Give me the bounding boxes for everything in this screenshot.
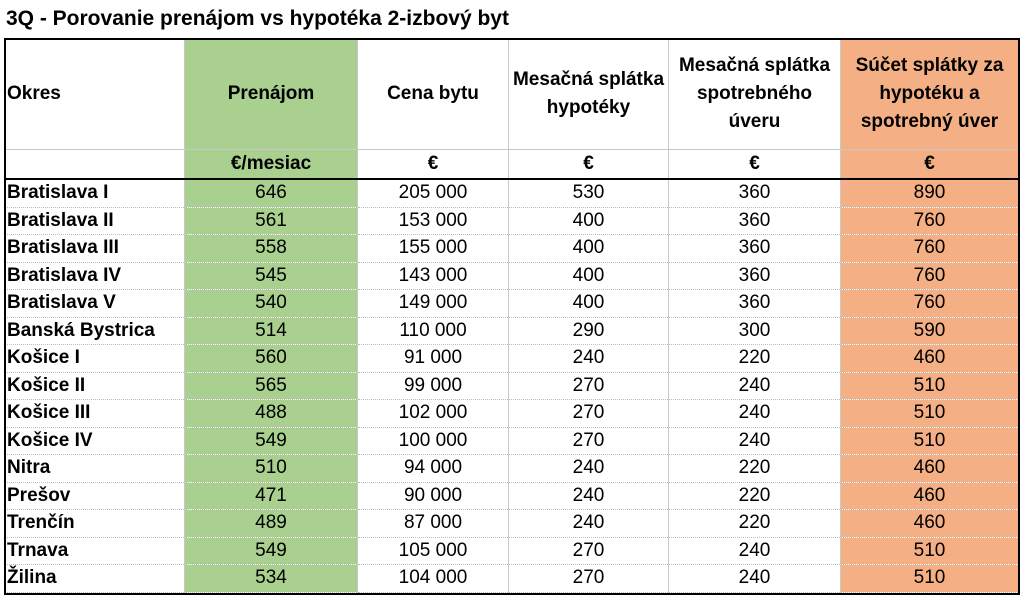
cell-splatka-hypoteky: 400 bbox=[509, 290, 669, 318]
cell-okres: Bratislava IV bbox=[5, 262, 185, 290]
cell-prenajom: 545 bbox=[185, 262, 358, 290]
cell-prenajom: 558 bbox=[185, 235, 358, 263]
cell-sucet: 890 bbox=[841, 179, 1019, 207]
cell-cena-bytu: 90 000 bbox=[358, 482, 509, 510]
cell-cena-bytu: 155 000 bbox=[358, 235, 509, 263]
cell-splatka-uveru: 240 bbox=[669, 565, 841, 593]
table-row bbox=[5, 372, 1019, 400]
unit-sucet: € bbox=[841, 150, 1019, 180]
cell-prenajom: 510 bbox=[185, 455, 358, 483]
cell-cena-bytu: 149 000 bbox=[358, 290, 509, 318]
cell-splatka-uveru: 240 bbox=[669, 427, 841, 455]
cell-sucet: 760 bbox=[841, 235, 1019, 263]
table-row bbox=[5, 179, 1019, 207]
cell-sucet: 510 bbox=[841, 537, 1019, 565]
cell-okres: Bratislava II bbox=[5, 207, 185, 235]
cell-okres: Žilina bbox=[5, 565, 185, 593]
table-row bbox=[5, 537, 1019, 565]
cell-cena-bytu: 110 000 bbox=[358, 317, 509, 345]
cell-okres: Trnava bbox=[5, 537, 185, 565]
cell-splatka-hypoteky: 290 bbox=[509, 317, 669, 345]
table-row bbox=[5, 345, 1019, 373]
cell-splatka-hypoteky: 270 bbox=[509, 372, 669, 400]
table-row bbox=[5, 482, 1019, 510]
table-row bbox=[5, 400, 1019, 428]
cell-splatka-hypoteky: 240 bbox=[509, 510, 669, 538]
table-row bbox=[5, 235, 1019, 263]
cell-prenajom: 534 bbox=[185, 565, 358, 593]
cell-okres: Trenčín bbox=[5, 510, 185, 538]
cell-okres: Banská Bystrica bbox=[5, 317, 185, 345]
cell-prenajom: 560 bbox=[185, 345, 358, 373]
cell-cena-bytu: 153 000 bbox=[358, 207, 509, 235]
cell-okres: Bratislava III bbox=[5, 235, 185, 263]
cell-sucet: 510 bbox=[841, 372, 1019, 400]
cell-prenajom: 549 bbox=[185, 427, 358, 455]
table-row bbox=[5, 317, 1019, 345]
cell-prenajom: 488 bbox=[185, 400, 358, 428]
cell-splatka-uveru: 360 bbox=[669, 262, 841, 290]
unit-okres bbox=[5, 150, 185, 180]
cell-prenajom: 565 bbox=[185, 372, 358, 400]
cell-prenajom: 549 bbox=[185, 537, 358, 565]
table-row bbox=[5, 207, 1019, 235]
cell-splatka-uveru: 360 bbox=[669, 290, 841, 318]
cell-splatka-uveru: 220 bbox=[669, 510, 841, 538]
comparison-table bbox=[4, 38, 1019, 593]
header-splatka-hypoteky: Mesačná splátka hypotéky bbox=[509, 38, 669, 150]
cell-okres: Prešov bbox=[5, 482, 185, 510]
cell-okres: Košice I bbox=[5, 345, 185, 373]
cell-sucet: 760 bbox=[841, 290, 1019, 318]
cell-splatka-hypoteky: 270 bbox=[509, 427, 669, 455]
units-row bbox=[5, 150, 1019, 180]
cell-sucet: 510 bbox=[841, 565, 1019, 593]
cell-splatka-hypoteky: 270 bbox=[509, 565, 669, 593]
cell-splatka-uveru: 220 bbox=[669, 482, 841, 510]
cell-sucet: 460 bbox=[841, 510, 1019, 538]
cell-okres: Košice II bbox=[5, 372, 185, 400]
unit-splatka-uveru: € bbox=[669, 150, 841, 180]
cell-cena-bytu: 104 000 bbox=[358, 565, 509, 593]
cell-splatka-uveru: 300 bbox=[669, 317, 841, 345]
header-okres: Okres bbox=[5, 38, 185, 150]
cell-splatka-uveru: 360 bbox=[669, 207, 841, 235]
cell-splatka-uveru: 360 bbox=[669, 179, 841, 207]
cell-cena-bytu: 91 000 bbox=[358, 345, 509, 373]
cell-cena-bytu: 87 000 bbox=[358, 510, 509, 538]
table-row bbox=[5, 262, 1019, 290]
unit-cena: € bbox=[358, 150, 509, 180]
cell-splatka-uveru: 220 bbox=[669, 345, 841, 373]
cell-splatka-uveru: 240 bbox=[669, 372, 841, 400]
table-row bbox=[5, 510, 1019, 538]
cell-cena-bytu: 94 000 bbox=[358, 455, 509, 483]
cell-sucet: 760 bbox=[841, 207, 1019, 235]
cell-splatka-uveru: 360 bbox=[669, 235, 841, 263]
cell-okres: Bratislava I bbox=[5, 179, 185, 207]
page-title: 3Q - Porovanie prenájom vs hypotéka 2-izbový byt bbox=[6, 7, 509, 30]
cell-splatka-hypoteky: 240 bbox=[509, 345, 669, 373]
header-cena-bytu: Cena bytu bbox=[358, 38, 509, 150]
cell-sucet: 460 bbox=[841, 482, 1019, 510]
cell-prenajom: 540 bbox=[185, 290, 358, 318]
table-row bbox=[5, 565, 1019, 593]
cell-cena-bytu: 205 000 bbox=[358, 179, 509, 207]
cell-splatka-hypoteky: 400 bbox=[509, 207, 669, 235]
header-row bbox=[5, 38, 1019, 150]
unit-prenajom: €/mesiac bbox=[185, 150, 358, 180]
cell-sucet: 510 bbox=[841, 400, 1019, 428]
table-row bbox=[5, 290, 1019, 318]
cell-sucet: 510 bbox=[841, 427, 1019, 455]
cell-okres: Nitra bbox=[5, 455, 185, 483]
cell-splatka-hypoteky: 240 bbox=[509, 455, 669, 483]
unit-splatka-hypoteky: € bbox=[509, 150, 669, 180]
cell-sucet: 460 bbox=[841, 345, 1019, 373]
cell-cena-bytu: 102 000 bbox=[358, 400, 509, 428]
cell-cena-bytu: 100 000 bbox=[358, 427, 509, 455]
cell-cena-bytu: 105 000 bbox=[358, 537, 509, 565]
table-row bbox=[5, 427, 1019, 455]
cell-prenajom: 471 bbox=[185, 482, 358, 510]
cell-prenajom: 514 bbox=[185, 317, 358, 345]
cell-splatka-uveru: 220 bbox=[669, 455, 841, 483]
cell-splatka-hypoteky: 530 bbox=[509, 179, 669, 207]
cell-sucet: 460 bbox=[841, 455, 1019, 483]
cell-sucet: 590 bbox=[841, 317, 1019, 345]
cell-cena-bytu: 143 000 bbox=[358, 262, 509, 290]
cell-splatka-uveru: 240 bbox=[669, 400, 841, 428]
cell-prenajom: 489 bbox=[185, 510, 358, 538]
cell-cena-bytu: 99 000 bbox=[358, 372, 509, 400]
cell-prenajom: 561 bbox=[185, 207, 358, 235]
cell-splatka-uveru: 240 bbox=[669, 537, 841, 565]
cell-okres: Košice IV bbox=[5, 427, 185, 455]
cell-prenajom: 646 bbox=[185, 179, 358, 207]
cell-splatka-hypoteky: 400 bbox=[509, 262, 669, 290]
cell-splatka-hypoteky: 240 bbox=[509, 482, 669, 510]
header-splatka-uveru: Mesačná splátka spotrebného úveru bbox=[669, 38, 841, 150]
table-row bbox=[5, 455, 1019, 483]
cell-okres: Košice III bbox=[5, 400, 185, 428]
header-sucet: Súčet splátky za hypotéku a spotrebný úver bbox=[841, 38, 1019, 150]
cell-splatka-hypoteky: 270 bbox=[509, 537, 669, 565]
cell-sucet: 760 bbox=[841, 262, 1019, 290]
cell-okres: Bratislava V bbox=[5, 290, 185, 318]
header-prenajom: Prenájom bbox=[185, 38, 358, 150]
cell-splatka-hypoteky: 270 bbox=[509, 400, 669, 428]
cell-splatka-hypoteky: 400 bbox=[509, 235, 669, 263]
